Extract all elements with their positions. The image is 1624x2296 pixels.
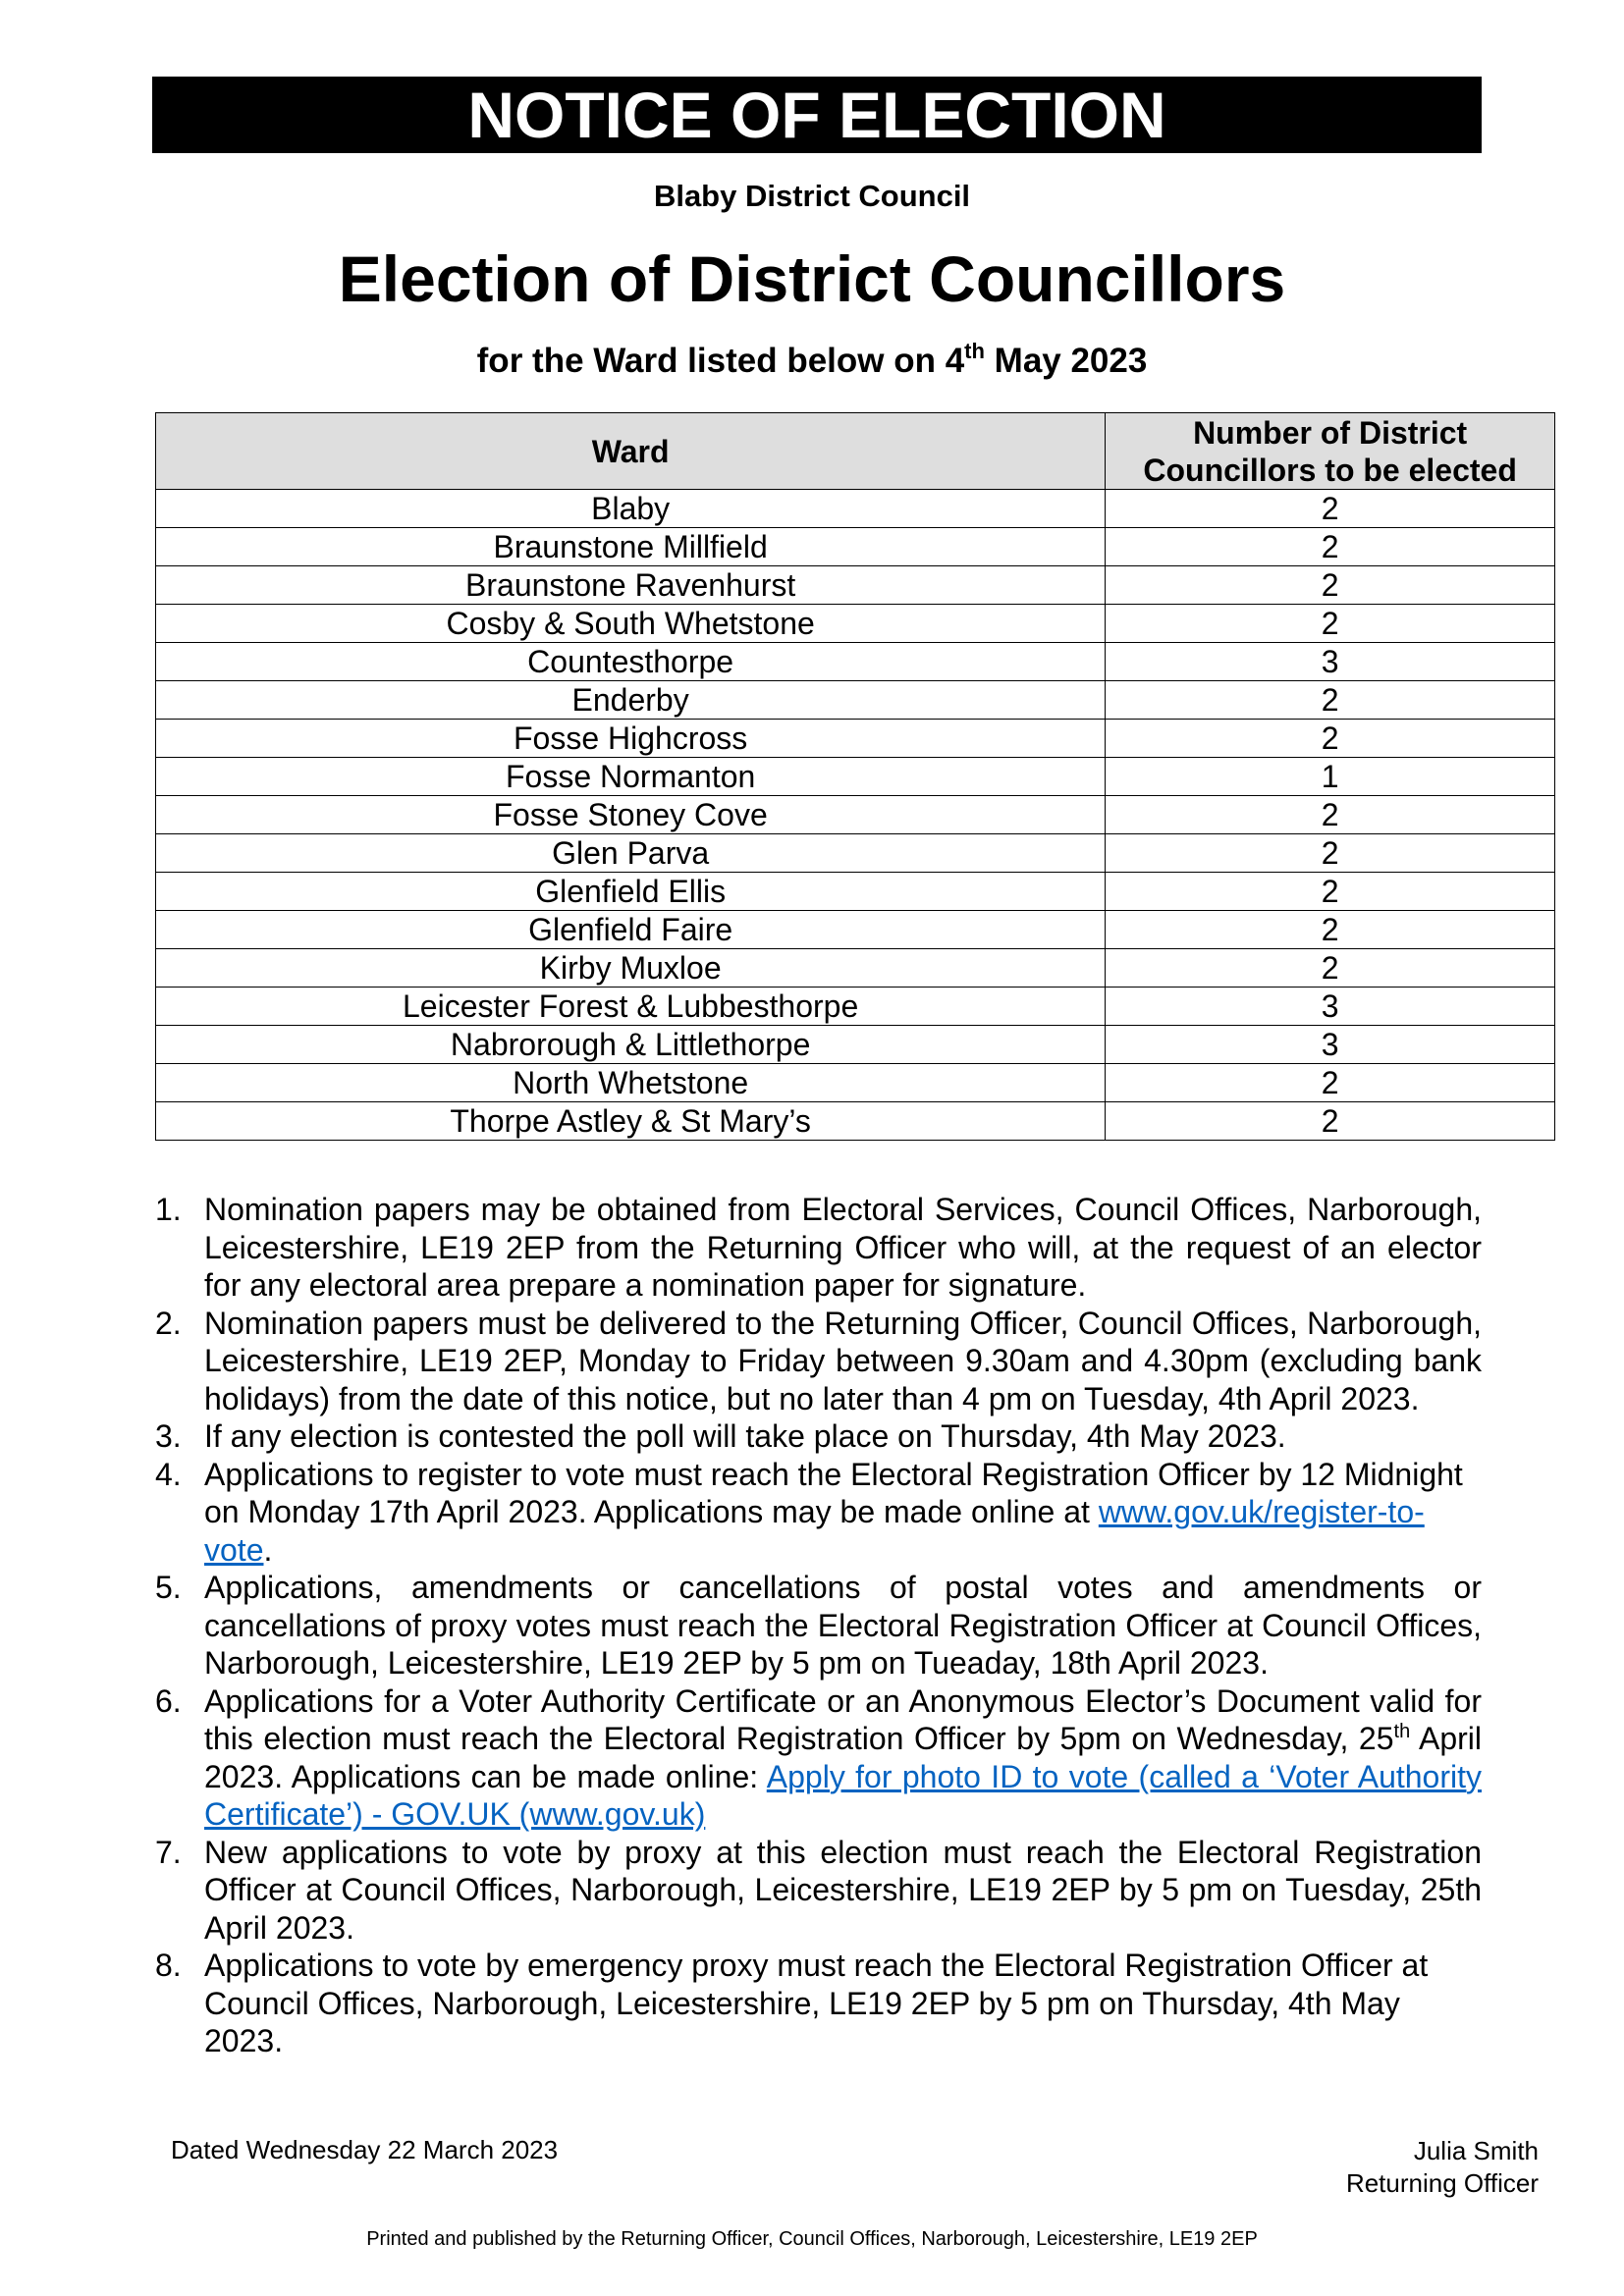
table-row — [156, 720, 1555, 758]
councillor-count-cell: 2 — [1106, 566, 1555, 605]
list-item — [155, 1682, 1482, 1834]
councillor-count-cell: 2 — [1106, 720, 1555, 758]
table-row — [156, 566, 1555, 605]
table-row — [156, 643, 1555, 681]
list-item-number: 7. — [155, 1834, 182, 1870]
table-row — [156, 873, 1555, 911]
list-item-body: Nomination papers must be delivered to the Returning Officer, Council Offices, Narborough, Leicestershire, LE19 2EP, Monday to Friday between 9.30am and 4.30pm (excluding bank holidays) from the date of this notice, but no later than 4 pm on Tuesday, 4th April 2023. — [204, 1305, 1482, 1416]
table-row — [156, 949, 1555, 988]
ward-name-cell: Glenfield Faire — [156, 911, 1106, 949]
table-row — [156, 758, 1555, 796]
table-row — [156, 1026, 1555, 1064]
ward-name-cell: Countesthorpe — [156, 643, 1106, 681]
list-item-text — [204, 1947, 1482, 2060]
table-row — [156, 988, 1555, 1026]
signer-name: Julia Smith — [1413, 2136, 1539, 2165]
header-councillors: Number of District Councillors to be elected — [1106, 413, 1555, 490]
imprint-footer: Printed and published by the Returning Officer, Council Offices, Narborough, Leicestershire, LE19 2EP — [366, 2228, 1258, 2250]
list-item-text — [204, 1834, 1482, 1948]
list-item-link[interactable]: Apply for photo ID to vote (called a ‘Voter Authority Certificate’) - GOV.UK (www.gov.uk) — [204, 1758, 1483, 1832]
list-item-text — [204, 1191, 1482, 1305]
list-item-body-cont: April 2023. Applications can be made online: — [204, 1721, 1483, 1794]
signature-block — [1346, 2135, 1539, 2200]
list-item-number: 1. — [155, 1192, 182, 1227]
list-item-body: Applications to vote by emergency proxy must reach the Electoral Registration Officer at Council Offices, Narborough, Leicestershire, LE19 2EP by 5 pm on Thursday, 4th May 2023. — [204, 1948, 1429, 2058]
list-item — [155, 1417, 1482, 1456]
ward-name-cell: Thorpe Astley & St Mary’s — [156, 1102, 1106, 1141]
page-title: Election of District Councillors — [338, 242, 1286, 315]
ward-table — [155, 412, 1555, 1141]
table-row — [156, 681, 1555, 720]
list-item — [155, 1834, 1482, 1948]
table-row — [156, 490, 1555, 528]
ward-name-cell: Cosby & South Whetstone — [156, 605, 1106, 643]
list-item-sup: th — [1393, 1721, 1411, 1742]
list-item-number: 5. — [155, 1570, 182, 1605]
list-item-body: Nomination papers may be obtained from Electoral Services, Council Offices, Narborough, Leicestershire, LE19 2EP from the Returning Officer who will, at the request of an elector for any electoral area prepare a nomination paper for signature. — [204, 1192, 1482, 1303]
list-item-body: Applications to register to vote must reach the Electoral Registration Officer by 12 Midnight on Monday 17th April 2023. Applications may be made online at — [204, 1456, 1463, 1529]
councillor-count-cell: 2 — [1106, 873, 1555, 911]
council-name: Blaby District Council — [653, 179, 971, 213]
banner-title: NOTICE OF ELECTION — [467, 79, 1166, 151]
ward-name-cell: Fosse Highcross — [156, 720, 1106, 758]
table-row — [156, 605, 1555, 643]
table-row — [156, 796, 1555, 834]
ward-name-cell: Blaby — [156, 490, 1106, 528]
ward-name-cell: Glen Parva — [156, 834, 1106, 873]
list-item — [155, 1456, 1482, 1570]
table-row — [156, 834, 1555, 873]
ward-name-cell: Fosse Normanton — [156, 758, 1106, 796]
councillor-count-cell: 2 — [1106, 528, 1555, 566]
dated-line: Dated Wednesday 22 March 2023 — [171, 2135, 559, 2164]
councillor-count-cell: 2 — [1106, 490, 1555, 528]
councillor-count-cell: 3 — [1106, 1026, 1555, 1064]
list-item-number: 8. — [155, 1948, 182, 1983]
list-item-number: 2. — [155, 1305, 182, 1341]
subtitle-after: May 2023 — [984, 342, 1148, 380]
list-item-link[interactable]: www.gov.uk/register-to-vote — [204, 1494, 1425, 1568]
list-item — [155, 1569, 1482, 1682]
header-ward: Ward — [156, 413, 1106, 490]
ward-name-cell: Fosse Stoney Cove — [156, 796, 1106, 834]
list-item-text — [204, 1456, 1482, 1570]
ward-table-body — [156, 490, 1555, 1141]
councillor-count-cell: 2 — [1106, 911, 1555, 949]
councillor-count-cell: 2 — [1106, 796, 1555, 834]
table-row — [156, 911, 1555, 949]
table-row — [156, 1102, 1555, 1141]
ward-name-cell: Braunstone Ravenhurst — [156, 566, 1106, 605]
councillor-count-cell: 3 — [1106, 643, 1555, 681]
list-item-number: 4. — [155, 1456, 182, 1492]
councillor-count-cell: 2 — [1106, 834, 1555, 873]
subtitle-sup: th — [964, 339, 985, 363]
councillor-count-cell: 2 — [1106, 949, 1555, 988]
list-item-text — [204, 1417, 1482, 1456]
list-item-body: Applications, amendments or cancellations of postal votes and amendments or cancellations of proxy votes must reach the Electoral Registration Officer at Council Offices, Narborough, Leicestershire, LE19 2EP by 5 pm on Tueaday, 18th April 2023. — [204, 1570, 1482, 1681]
list-item — [155, 1947, 1482, 2060]
subtitle-before: for the Ward listed below on 4 — [476, 342, 965, 380]
ward-name-cell: Leicester Forest & Lubbesthorpe — [156, 988, 1106, 1026]
notice-banner — [152, 77, 1482, 153]
list-item-number: 6. — [155, 1682, 182, 1719]
councillor-count-cell: 2 — [1106, 1102, 1555, 1141]
ward-table-header-row — [156, 413, 1555, 490]
table-row — [156, 1064, 1555, 1102]
councillor-count-cell: 3 — [1106, 988, 1555, 1026]
list-item-body: Applications for a Voter Authority Certificate or an Anonymous Elector’s Document valid for this election must reach the Electoral Registration Officer by 5pm on Wednesday, 25 — [204, 1682, 1482, 1756]
ward-name-cell: Enderby — [156, 681, 1106, 720]
ward-name-cell: North Whetstone — [156, 1064, 1106, 1102]
table-row — [156, 528, 1555, 566]
list-item-body: If any election is contested the poll will take place on Thursday, 4th May 2023. — [204, 1418, 1286, 1454]
notes-list — [155, 1191, 1482, 2060]
list-item-after: . — [263, 1531, 273, 1568]
ward-name-cell: Glenfield Ellis — [156, 873, 1106, 911]
list-item — [155, 1191, 1482, 1305]
subtitle — [0, 339, 1624, 381]
ward-name-cell: Braunstone Millfield — [156, 528, 1106, 566]
councillor-count-cell: 2 — [1106, 681, 1555, 720]
list-item-text — [204, 1682, 1482, 1834]
signer-role: Returning Officer — [1345, 2168, 1539, 2198]
councillor-count-cell: 2 — [1106, 605, 1555, 643]
councillor-count-cell: 1 — [1106, 758, 1555, 796]
councillor-count-cell: 2 — [1106, 1064, 1555, 1102]
list-item-number: 3. — [155, 1418, 182, 1454]
list-item-body: New applications to vote by proxy at this election must reach the Electoral Registration Officer at Council Offices, Narborough, Leicestershire, LE19 2EP by 5 pm on Tuesday, 25th April 2023. — [204, 1834, 1482, 1946]
list-item-text — [204, 1569, 1482, 1682]
ward-name-cell: Nabrorough & Littlethorpe — [156, 1026, 1106, 1064]
list-item-text — [204, 1305, 1482, 1418]
list-item — [155, 1305, 1482, 1418]
ward-name-cell: Kirby Muxloe — [156, 949, 1106, 988]
